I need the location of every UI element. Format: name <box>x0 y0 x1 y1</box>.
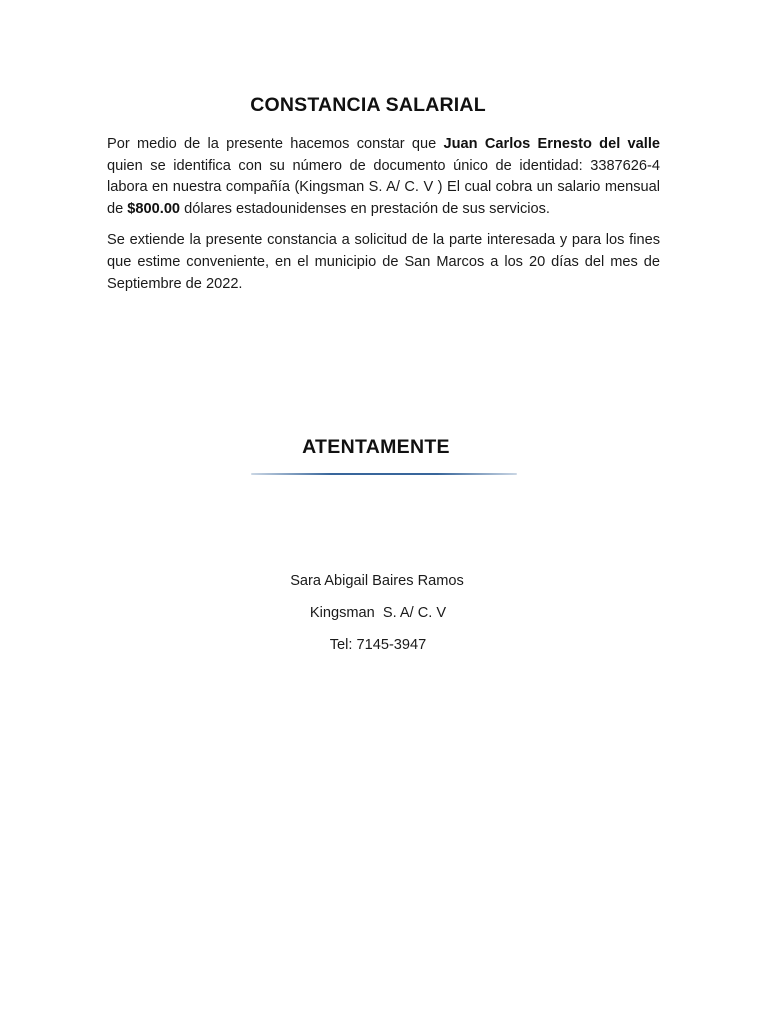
paragraph-certification <box>107 134 660 220</box>
signatory-phone: Tel: 7145-3947 <box>329 637 427 653</box>
signatory-name: Sara Abigail Baires Ramos <box>290 573 464 589</box>
paragraph-outro-text: dólares estadounidenses en prestación de sus servicios. <box>180 200 550 217</box>
closing-salutation: ATENTAMENTE <box>302 436 450 458</box>
signatory-company: Kingsman S. A/ C. V <box>309 605 447 621</box>
paragraph-intro-text: Por medio de la presente hacemos constar que <box>107 136 444 152</box>
document-title: CONSTANCIA SALARIAL <box>250 94 486 116</box>
employee-name: Juan Carlos Ernesto del valle <box>443 136 660 152</box>
paragraph-middle-text: quien se identifica con su número de documento único de identidad: 3387626-4 labora en nuestra compañía (Kingsman S. A/ C. V ) El cual cobra un salario mensual de <box>107 157 660 217</box>
salary-amount: $800.00 <box>127 200 181 217</box>
document-body <box>107 134 660 305</box>
signature-line <box>251 473 517 475</box>
paragraph-issuance: Se extiende la presente constancia a solicitud de la parte interesada y para los fines que estime conveniente, en el municipio de San Marcos a los 20 días del mes de Septiembre de 2022. <box>107 232 660 292</box>
